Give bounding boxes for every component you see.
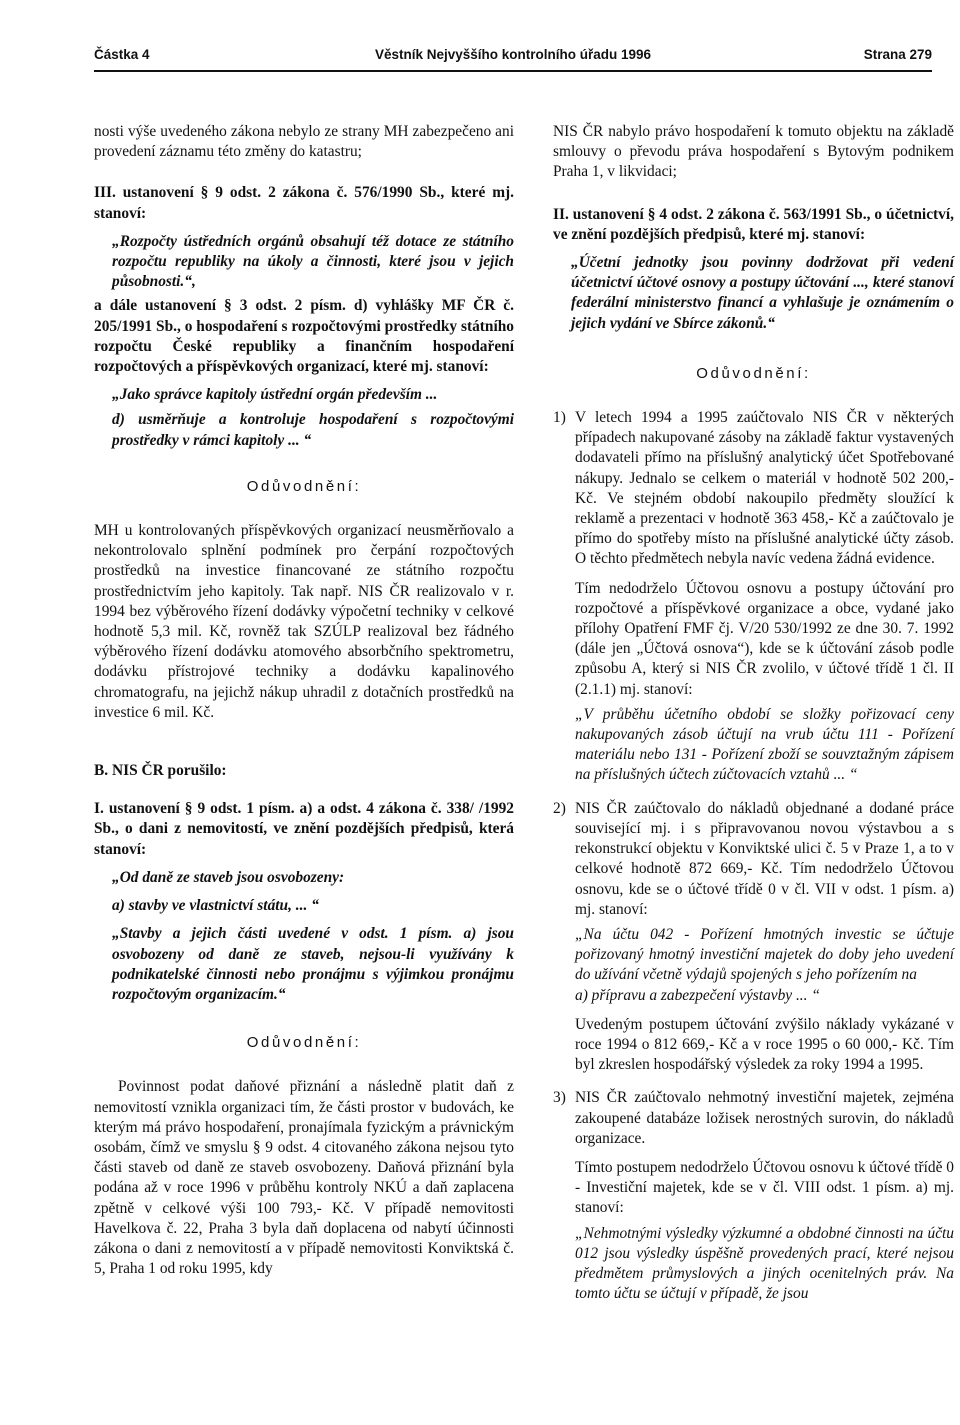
section-heading: I. ustanovení § 9 odst. 1 písm. a) a odst. 4 zákona č. 338/ /1992 Sb., o dani z nemovitostí, ve znění pozdějších předpisů, která stanoví: <box>94 800 514 858</box>
list-number: 1) <box>553 409 566 427</box>
quote: „Rozpočty ústředních orgánů obsahují též dotace ze státního rozpočtu republiky na úkoly a činnosti, které jsou v jejich působnosti.“, <box>112 232 514 291</box>
page-number: Strana 279 <box>863 47 932 62</box>
paragraph: nosti výše uvedeného zákona nebylo ze strany MH zabezpečeno ani provedení záznamu této změny do katastru; <box>94 123 514 161</box>
section-title: Odůvodnění: <box>696 364 811 382</box>
quote: „Jako správce kapitoly ústřední orgán především ... <box>112 386 438 404</box>
paragraph: MH u kontrolovaných příspěvkových organizací neusměrňovalo a nekontrolovalo splnění podmínek pro čerpání rozpočtových prostředků na investice financované ze státního rozpočtu prostřednictvím jeho kapitoly. Tak např. NIS ČR realizovalo v r. 1994 bez výběrového řízení dodávky výpočetní techniky v celkové hodnotě 5,3 mil. Kč, rovněž tak SZÚLP realizoval bez řádného výběrového řízení dodávku atomového absorbčního spektrometru, dodávku přístrojové techniky a dodávku kapalinového chromatografu, na jejichž nákup uhradil z dotačních prostředků na investice 6 mil. Kč. <box>94 522 514 721</box>
quote: „Účetní jednotky jsou povinny dodržovat při vedení účetnictví účtové osnovy a postupy účtování ..., které stanoví federální ministerstvo financí a vyhlašuje je oznámením o jejich vydání ve Sbírce zákonů.“ <box>571 254 954 332</box>
paragraph: NIS ČR nabylo právo hospodaření k tomuto objektu na základě smlouvy o převodu práva hospodaření s Bytovým podnikem Praha 1, v likvidaci; <box>553 123 954 181</box>
paragraph: NIS ČR zaúčtovalo do nákladů objednané a dodané práce související mj. i s připravovanou novou výstavbou a s rekonstrukcí objektu v Konviktské ulici č. 5 v Praze 1, a to v celkové hodnotě 872 669,- Kč. Tím nedodrželo Účtovou osnovu, kde se o účtové třídě 0 v čl. VII v odst. 1 písm. a) mj. stanoví: <box>575 799 954 918</box>
list-item <box>553 799 954 1076</box>
list-number: 2) <box>553 799 566 817</box>
paragraph: a dále ustanovení § 3 odst. 2 písm. d) vyhlášky MF ČR č. 205/1991 Sb., o hospodaření s rozpočtovými prostředky státního rozpočtu České republiky a finančním hospodaření rozpočtových a příspěvkových organizací, které mj. stanoví: <box>94 297 514 376</box>
paragraph: Tímto postupem nedodrželo Účtovou osnovu k účtové třídě 0 - Investiční majetek, kde se v čl. VIII odst. 1 písm. a) mj. stanoví: <box>575 1158 954 1217</box>
paragraph: V letech 1994 a 1995 zaúčtovalo NIS ČR v některých případech nakupované zásoby na základě faktur vystavených dodavateli přímo na příslušný analytický účet Spotřebované nákupy. Jednalo se celkem o materiál v hodnotě 502 200,- Kč. Ve stejném období nakoupilo předměty sloužící k reklamě a prezentaci v hodnotě 363 458,- Kč a zaúčtovalo je přímo do spotřeby místo na příslušné analytické účty zásob. O těchto předmětech nebyla navíc vedena žádná evidence. <box>575 409 954 568</box>
list-item <box>553 408 954 786</box>
quote: „Nehmotnými výsledky výzkumné a obdobné činnosti na účtu 012 jsou výsledky úspěšně provedených prací, které nejsou předmětem průmyslových a jiných ocenitelných práv. Na tomto účtu se účtují v případě, že jsou <box>575 1224 954 1303</box>
journal-title: Věstník Nejvyššího kontrolního úřadu 1996 <box>374 47 652 62</box>
quote: „Na účtu 042 - Pořízení hmotných investic se účtuje pořizovaný hmotný investiční majetek do doby jeho uvedení do užívání včetně výdajů spojených s jeho pořízením na <box>575 925 954 984</box>
left-column <box>94 122 514 1425</box>
page-header <box>94 44 932 72</box>
right-column <box>553 122 954 1425</box>
section-title: Odůvodnění: <box>246 1034 362 1052</box>
section-heading: II. ustanovení § 4 odst. 2 zákona č. 563/1991 Sb., o účetnictví, ve znění pozdějších předpisů, které mj. stanoví: <box>553 205 954 243</box>
section-title: Odůvodnění: <box>246 477 362 495</box>
quote: „V průběhu účetního období se složky pořizovací ceny nakupovaných zásob účtují na vrub účtu 111 - Pořízení materiálu nebo 131 - Pořízení zboží se souvztažným zápisem na příslušných účtech zúčtovacích vztahů ... “ <box>575 705 954 784</box>
section-heading: III. ustanovení § 9 odst. 2 zákona č. 576/1990 Sb., které mj. stanoví: <box>94 184 514 222</box>
list-number: 3) <box>553 1089 566 1107</box>
quote: a) stavby ve vlastnictví státu, ... “ <box>112 897 319 915</box>
paragraph: Tím nedodrželo Účtovou osnovu a postupy účtování pro rozpočtové a příspěvkové organizace a obce, vydané jako přílohy Opatření FMF čj. V/20 530/1992 ze dne 30. 7. 1992 (dále jen „Účtová osnova“), kde se k účtování zásob podle způsobu A, který si NIS ČR zvolilo, v účtové třídě 1 čl. II (2.1.1) mj. stanoví: <box>575 579 954 698</box>
quote: a) přípravu a zabezpečení výstavby ... “ <box>575 986 820 1004</box>
paragraph: Uvedeným postupem účtování zvýšilo náklady vykázané v roce 1994 o 812 669,- Kč a v roce 1995 o 60 000,- Kč. Tím byl zkreslen hospodářský výsledek za roky 1994 a 1995. <box>575 1015 954 1074</box>
issue-number: Částka 4 <box>94 47 150 62</box>
list-item <box>553 1088 954 1304</box>
paragraph: NIS ČR zaúčtovalo nehmotný investiční majetek, zejména zakoupené databáze ložisek nerostných surovin, do nákladů organizace. <box>575 1089 954 1147</box>
quote: „Stavby a jejich části uvedené v odst. 1 písm. a) jsou osvobozeny od daně ze staveb, nejsou-li využívány k podnikatelské činnosti nebo pronájmu s výjimkou pronájmu rozpočtovým organizacím.“ <box>112 925 514 1003</box>
section-heading: B. NIS ČR porušilo: <box>94 762 227 780</box>
quote: „Od daně ze staveb jsou osvobozeny: <box>112 868 345 886</box>
quote: d) usměrňuje a kontroluje hospodaření s rozpočtovými prostředky v rámci kapitoly ... “ <box>112 411 514 449</box>
paragraph: Povinnost podat daňové přiznání a následně platit daň z nemovitostí vznikla organizaci tím, že části prostor v budovách, ke kterým má právo hospodaření, pronajímala fyzickým a právnickým osobám, čímž ve smyslu § 9 odst. 4 citovaného zákona nejsou tyto části staveb od daně ze staveb osvobozeny. Daňová přiznání byla podána až v roce 1996 v průběhu kontroly NKÚ a daň zaplacena zpětně v celkové výši 100 793,- Kč. V případě nemovitosti Havelkova č. 22, Praha 3 byla daň doplacena od nabytí účinnosti zákona o dani z nemovitostí a v případě nemovitosti Konviktská č. 5, Praha 1 od roku 1995, kdy <box>94 1078 514 1278</box>
